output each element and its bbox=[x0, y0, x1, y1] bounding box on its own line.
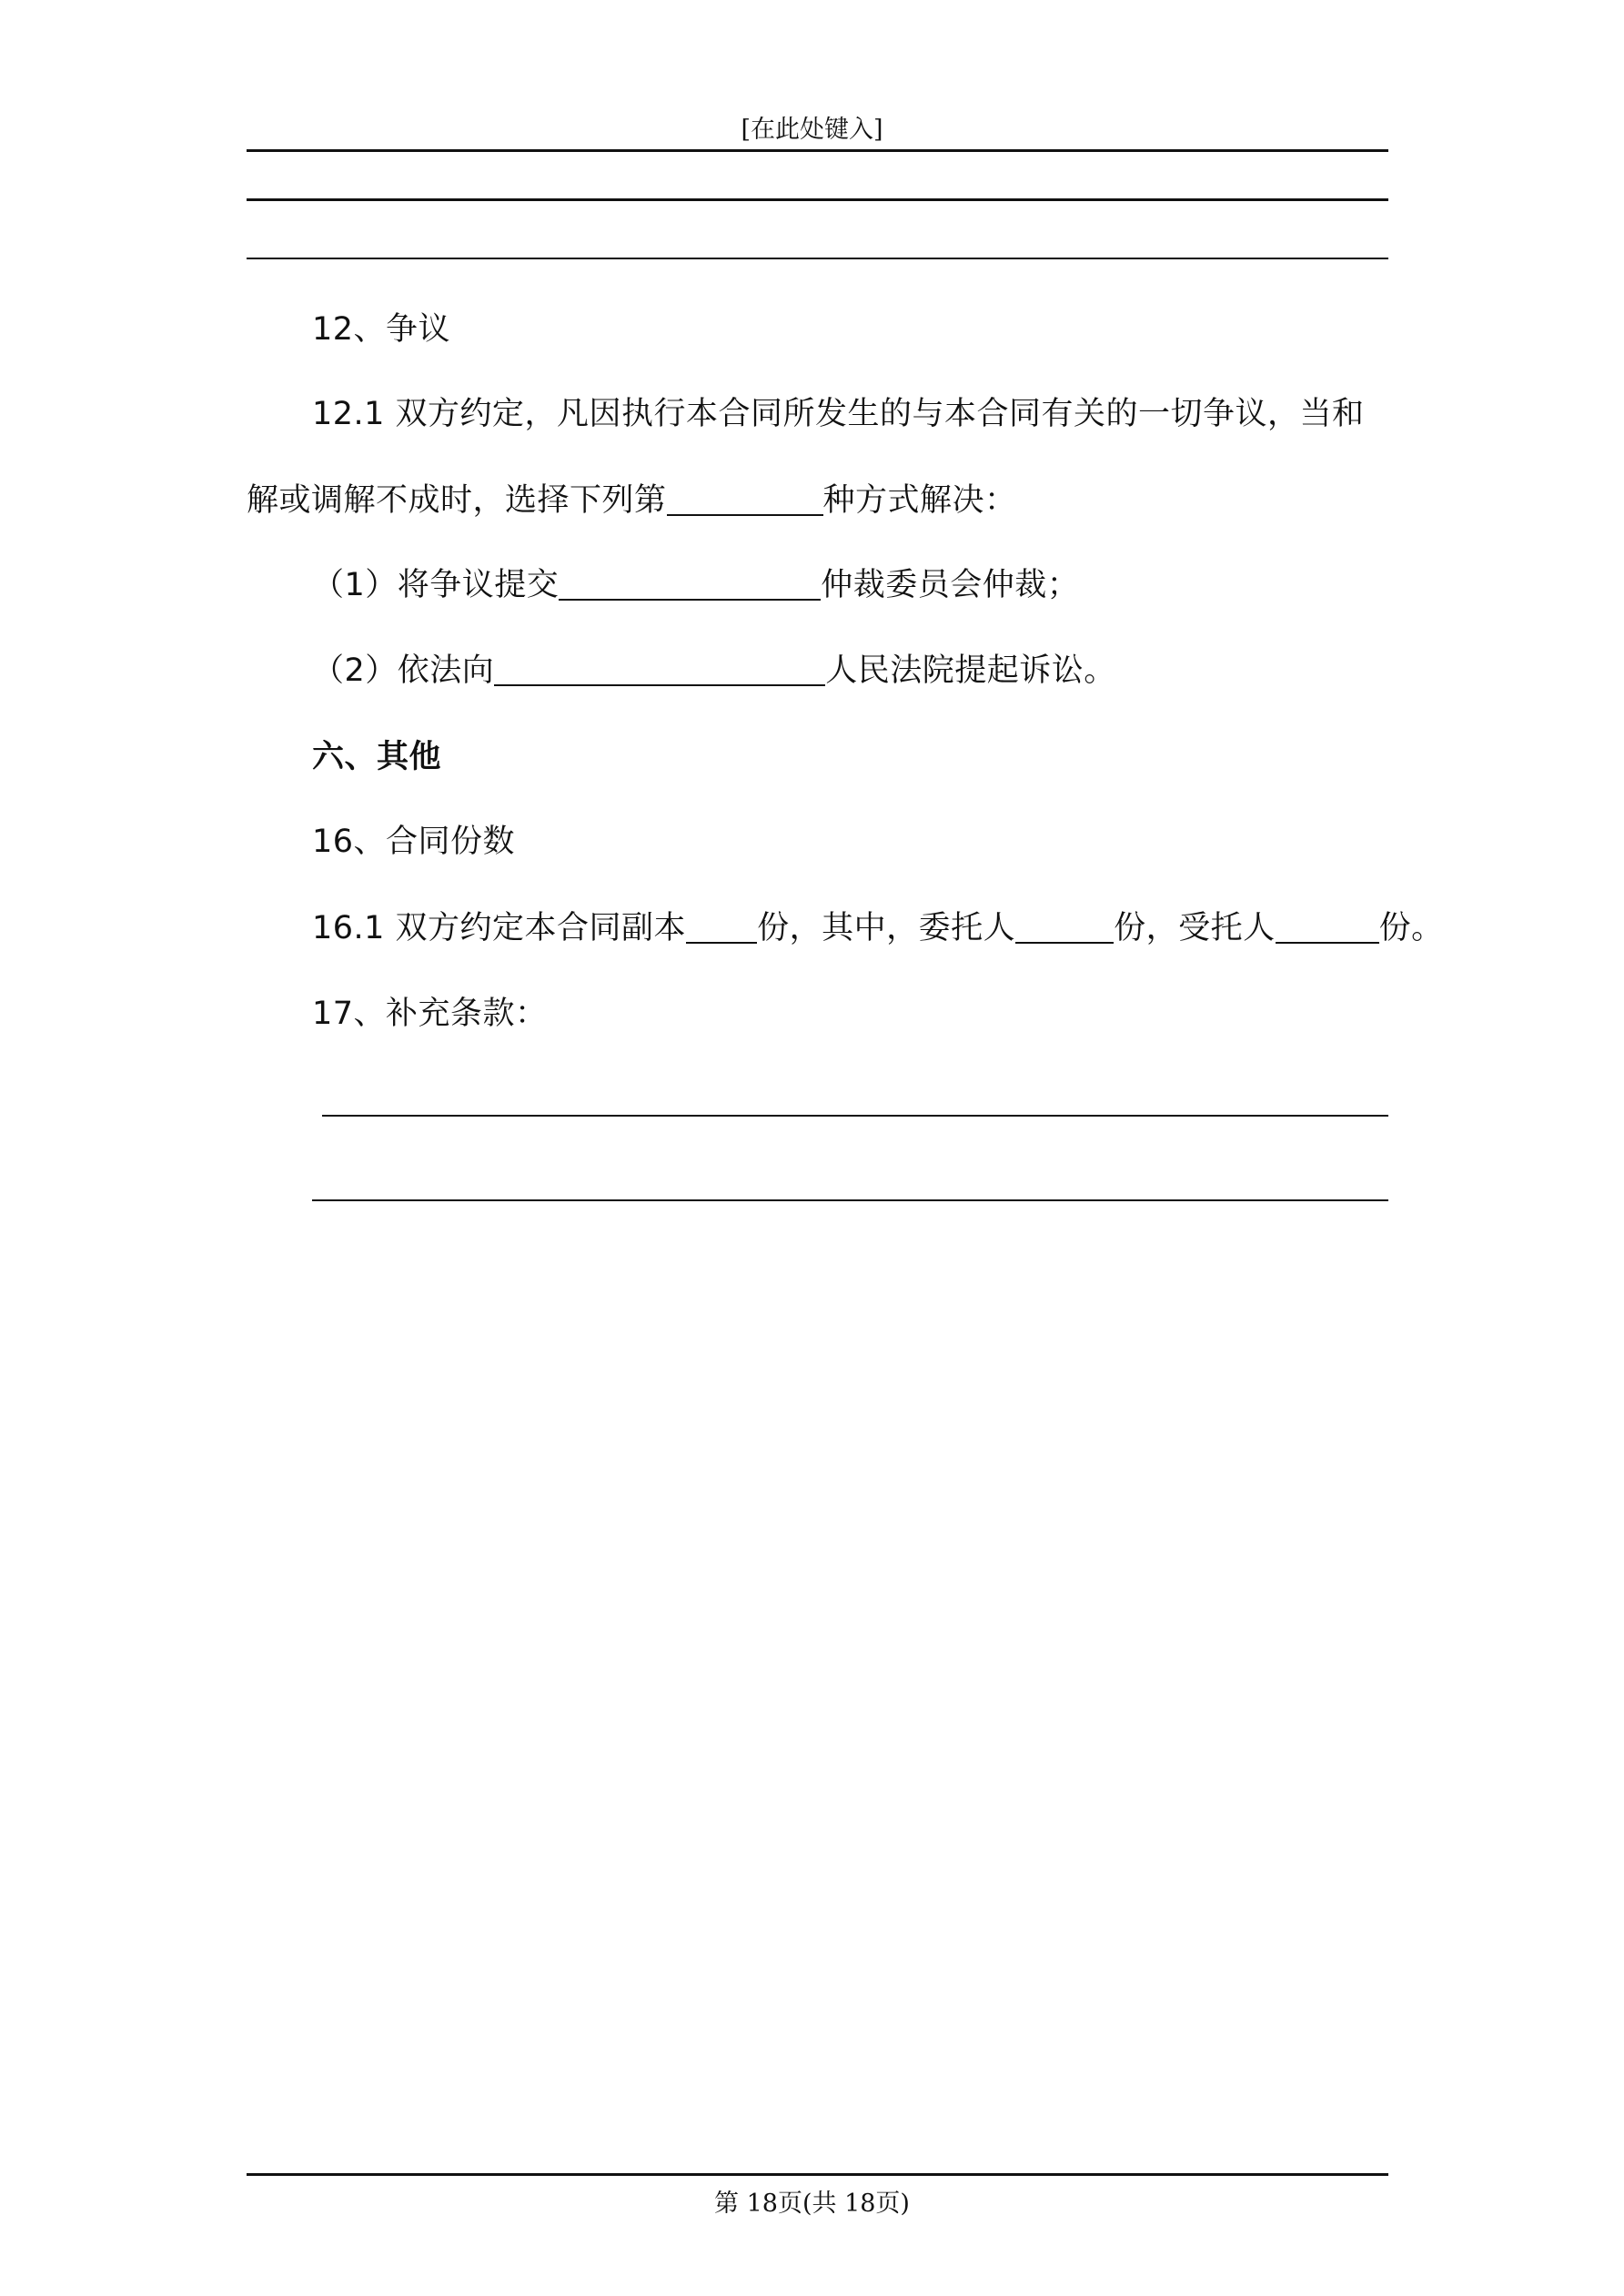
clause-12-1-line2 bbox=[247, 478, 1017, 523]
section-17-title: 17、补充条款： bbox=[312, 996, 548, 1032]
supplementary-line-2[interactable] bbox=[312, 1199, 1388, 1201]
option-2-line bbox=[312, 648, 1116, 693]
page-header: [在此处键入] bbox=[741, 116, 883, 144]
section-16-title: 16、合同份数 bbox=[312, 824, 516, 860]
clause-12-1-text-b: 种方式解决： bbox=[822, 482, 1017, 519]
method-number-blank[interactable] bbox=[667, 483, 823, 516]
court-name-blank[interactable] bbox=[494, 653, 825, 686]
clause-16-1-text-d: 份。 bbox=[1378, 910, 1444, 946]
blank-line-2 bbox=[247, 258, 1388, 259]
header-rule bbox=[247, 149, 1388, 152]
option-2-text-b: 人民法院提起诉讼。 bbox=[825, 652, 1116, 689]
option-2-text-a: （2）依法向 bbox=[312, 652, 495, 689]
client-copies-blank[interactable] bbox=[1015, 911, 1114, 944]
clause-16-1-text-a: 16.1 双方约定本合同副本 bbox=[312, 910, 687, 946]
clause-16-1-line bbox=[312, 905, 1444, 951]
arbitration-commission-blank[interactable] bbox=[559, 568, 821, 601]
clause-12-1-text-a: 解或调解不成时，选择下列第 bbox=[247, 482, 667, 519]
trustee-copies-blank[interactable] bbox=[1276, 911, 1379, 944]
option-1-line bbox=[312, 562, 1079, 608]
section-12-title: 12、争议 bbox=[312, 311, 451, 348]
option-1-text-a: （1）将争议提交 bbox=[312, 567, 560, 603]
page-footer: 第 18页(共 18页) bbox=[714, 2190, 910, 2218]
supplementary-line-1[interactable] bbox=[322, 1115, 1388, 1117]
footer-rule bbox=[247, 2173, 1388, 2176]
clause-16-1-text-b: 份，其中，委托人 bbox=[757, 910, 1016, 946]
section-6-title: 六、其他 bbox=[312, 739, 442, 775]
clause-12-1-line1: 12.1 双方约定，凡因执行本合同所发生的与本合同有关的一切争议，当和 bbox=[312, 396, 1365, 432]
clause-16-1-text-c: 份，受托人 bbox=[1114, 910, 1276, 946]
option-1-text-b: 仲裁委员会仲裁； bbox=[821, 567, 1080, 603]
copies-total-blank[interactable] bbox=[686, 911, 757, 944]
blank-line-1 bbox=[247, 198, 1388, 201]
